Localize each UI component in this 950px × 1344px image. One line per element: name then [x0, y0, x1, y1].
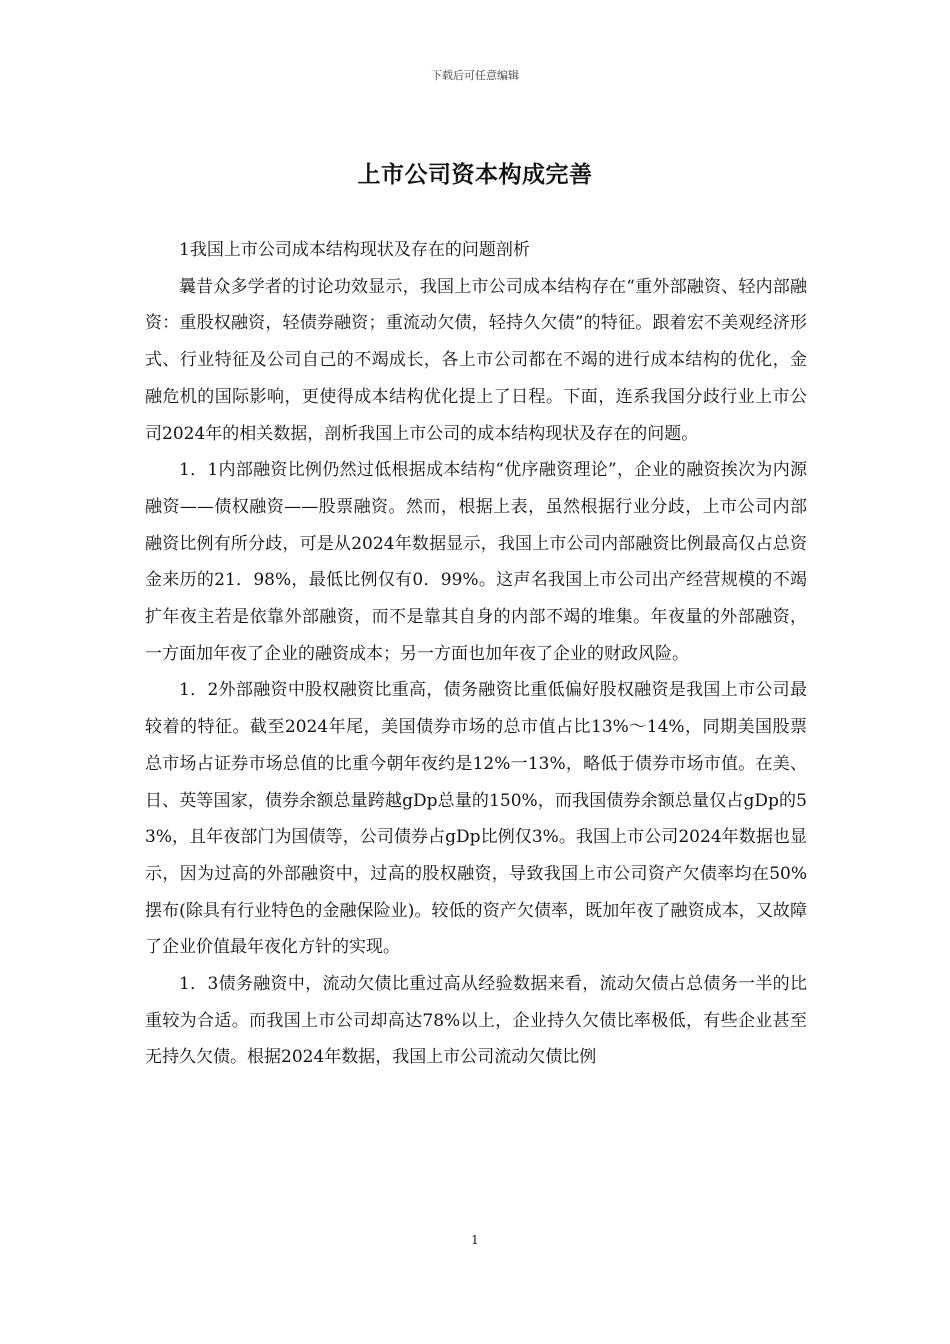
paragraph-1-1: 1．1内部融资比例仍然过低根据成本结构“优序融资理论”，企业的融资挨次为内源融资——债权融资——股票融资。然而，根据上表，虽然根据行业分歧，上市公司内部融资比例有所分歧，可是从2024年数据显示，我国上市公司内部融资比例最高仅占总资金来历的21．98%，最低比例仅有0．99%。这声名我国上市公司出产经营规模的不竭扩年夜主若是依靠外部融资，而不是靠其自身的内部不竭的堆集。年夜量的外部融资，一方面加年夜了企业的融资成本；另一方面也加年夜了企业的财政风险。: [145, 460, 807, 664]
page-header-note: 下载后可任意编辑: [431, 69, 519, 82]
document-title: 上市公司资本构成完善: [357, 162, 593, 188]
paragraph-1-2: 1．2外部融资中股权融资比重高，债务融资比重低偏好股权融资是我国上市公司最较着的特征。截至2024年尾，美国债券市场的总市值占比13%～14%，同期美国股票总市场占证券市场总值的比重今朝年夜约是12%一13%，略低于债券市场市值。在美、日、英等国家，债券余额总量跨越gDp总量的150%，而我国债券余额总量仅占gDp的53%，且年夜部门为国债等，公司债券占gDp比例仅3%。我国上市公司2024年数据也显示，因为过高的外部融资中，过高的股权融资，导致我国上市公司资产欠债率均在50%摆布(除具有行业特色的金融保险业)。较低的资产欠债率，既加年夜了融资成本，又故障了企业价值最年夜化方针的实现。: [145, 680, 807, 958]
paragraph-1-3: 1．3债务融资中，流动欠债比重过高从经验数据来看，流动欠债占总债务一半的比重较为合适。而我国上市公司却高达78%以上，企业持久欠债比率极低，有些企业甚至无持久欠债。根据2024年数据，我国上市公司流动欠债比例: [145, 974, 807, 1068]
section-heading-1: 1我国上市公司成本结构现状及存在的问题剖析: [179, 240, 530, 260]
page-number: 1: [471, 1233, 479, 1247]
document-body: [145, 232, 807, 1076]
paragraph-intro: 曩昔众多学者的讨论功效显示，我国上市公司成本结构存在“重外部融资、轻内部融资：重股权融资，轻债券融资；重流动欠债，轻持久欠债”的特征。跟着宏不美观经济形式、行业特征及公司自己的不竭成长，各上市公司都在不竭的进行成本结构的优化，金融危机的国际影响，更使得成本结构优化提上了日程。下面，连系我国分歧行业上市公司2024年的相关数据，剖析我国上市公司的成本结构现状及存在的问题。: [145, 276, 807, 444]
